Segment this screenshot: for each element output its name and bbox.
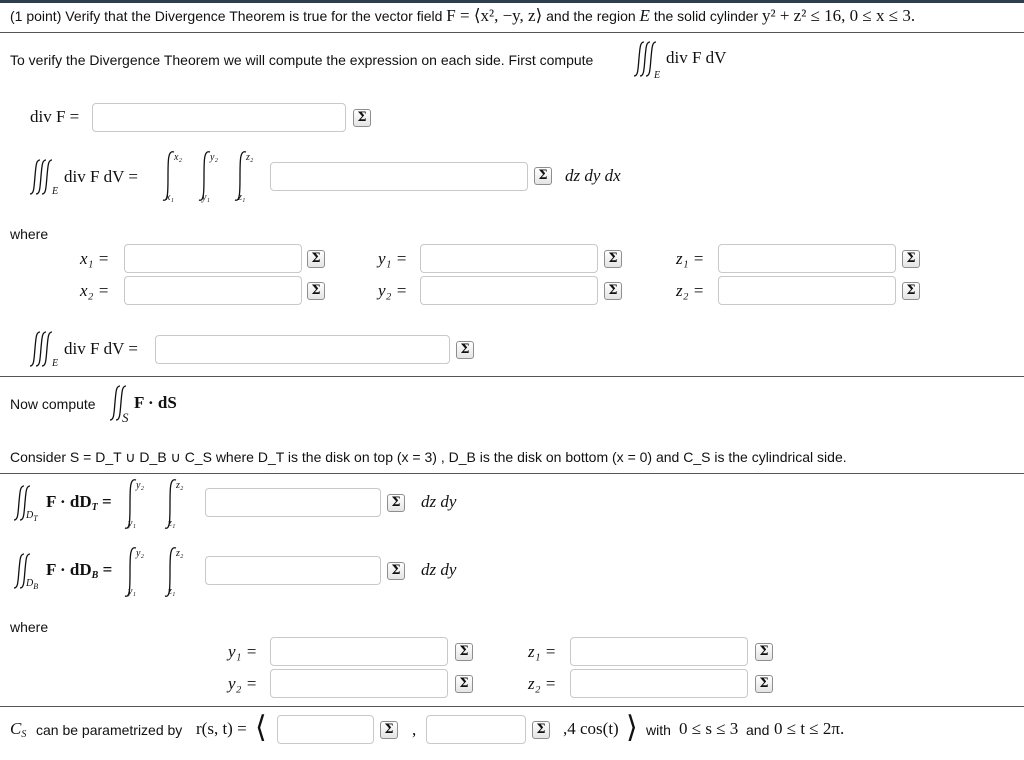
z2-label: z₂ = <box>676 281 705 300</box>
y2-input[interactable] <box>420 276 598 305</box>
cs-sub: S <box>21 729 27 740</box>
now-compute-text: Now compute <box>10 396 96 412</box>
surface-integrand: F · dS <box>134 393 177 412</box>
cs-text: can be parametrized by <box>36 722 183 738</box>
region-name: E <box>639 6 650 25</box>
with-text: with <box>646 722 671 738</box>
sy1-input[interactable] <box>270 637 448 666</box>
divider <box>0 376 1024 377</box>
cs-symbol <box>10 719 26 740</box>
x2-label: x₂ = <box>80 281 110 300</box>
intro-integrand: div F dV <box>666 48 727 67</box>
equation-editor-icon[interactable]: Σ <box>604 282 622 300</box>
intro-text: To verify the Divergence Theorem we will compute the expression on each side. First compute <box>10 52 594 68</box>
limit-y1: y₁ <box>128 586 136 597</box>
problem-lead: (1 point) Verify that the Divergence Theorem is true for the vector field <box>10 8 443 24</box>
vector-field: F = ⟨x², −y, z⟩ <box>446 6 543 25</box>
third-component: ,4 cos(t) <box>563 719 619 738</box>
limit-DB <box>26 578 38 591</box>
z2-input[interactable] <box>718 276 896 305</box>
problem-mid: and the region <box>546 8 636 24</box>
equation-editor-icon[interactable]: Σ <box>353 109 371 127</box>
sy1-label: y₁ = <box>228 642 258 661</box>
param-input-2[interactable] <box>426 715 526 744</box>
limit-E: E <box>52 186 59 197</box>
x2-input[interactable] <box>124 276 302 305</box>
equation-editor-icon[interactable]: Σ <box>604 250 622 268</box>
limit-DT-letter: D <box>26 510 34 521</box>
limit-x1: x₁ <box>166 192 174 203</box>
r-st-label: r(s, t) = <box>196 719 247 738</box>
equation-editor-icon[interactable]: Σ <box>456 341 474 359</box>
equation-editor-icon[interactable]: Σ <box>380 721 398 739</box>
cs-letter: C <box>10 719 22 738</box>
limit-DT <box>26 510 38 523</box>
equation-editor-icon[interactable]: Σ <box>307 250 325 268</box>
triple-result-label: div F dV = <box>64 339 138 358</box>
and-text: and <box>746 722 770 738</box>
y1-input[interactable] <box>420 244 598 273</box>
limit-E: E <box>52 358 59 369</box>
equation-editor-icon[interactable]: Σ <box>755 643 773 661</box>
divF-input[interactable] <box>92 103 346 132</box>
x1-input[interactable] <box>124 244 302 273</box>
sz1-label: z₁ = <box>528 642 557 661</box>
top-lhs: $F \cdot dD_T$ = <box>46 492 112 513</box>
limit-y1: y₁ <box>128 518 136 529</box>
limit-z2: z₂ <box>246 152 254 163</box>
bottom-lhs-text: F · dD <box>46 560 92 579</box>
equation-editor-icon[interactable]: Σ <box>455 675 473 693</box>
consider-text: Consider S = D_T ∪ D_B ∪ C_S where D_T is the disk on top (x = 3) , D_B is the disk on bottom (x = 0) and C_S is the cylindrical side. <box>10 449 847 465</box>
bottom-lhs-sub: B <box>91 570 99 581</box>
z1-input[interactable] <box>718 244 896 273</box>
limit-DT-sub: T <box>33 514 38 523</box>
y1-label: y₁ = <box>378 249 408 268</box>
problem-tail: the solid cylinder <box>653 8 759 24</box>
param-input-1[interactable] <box>277 715 374 744</box>
equation-editor-icon[interactable]: Σ <box>902 282 920 300</box>
equation-editor-icon[interactable]: Σ <box>455 643 473 661</box>
equation-editor-icon[interactable]: Σ <box>307 282 325 300</box>
equation-editor-icon[interactable]: Σ <box>387 494 405 512</box>
divider <box>0 473 1024 474</box>
divider <box>0 32 1024 33</box>
t-range: 0 ≤ t ≤ 2π. <box>774 719 845 738</box>
limit-DB-letter: D <box>26 578 34 589</box>
where-label: where <box>10 226 49 242</box>
right-angle-bracket: ⟩ <box>626 710 638 745</box>
limit-z1: z₁ <box>168 586 176 597</box>
problem-statement <box>10 6 915 26</box>
limit-z2: z₂ <box>176 548 184 559</box>
equation-editor-icon[interactable]: Σ <box>387 562 405 580</box>
limit-y2: y₂ <box>136 480 144 491</box>
sy2-label: y₂ = <box>228 674 258 693</box>
region-definition: y² + z² ≤ 16, 0 ≤ x ≤ 3. <box>762 6 916 25</box>
top-integrand-input[interactable] <box>205 488 381 517</box>
triple-integrand-input[interactable] <box>270 162 528 191</box>
x1-label: x₁ = <box>80 249 110 268</box>
limit-y2: y₂ <box>136 548 144 559</box>
limit-DB-sub: B <box>33 582 39 591</box>
limit-z1: z₁ <box>238 192 246 203</box>
top-lhs-text: F · dD <box>46 492 92 511</box>
sz2-label: z₂ = <box>528 674 557 693</box>
s-range: 0 ≤ s ≤ 3 <box>679 719 739 738</box>
limit-y2: y₂ <box>210 152 218 163</box>
triple-lhs: div F dV = <box>64 167 138 186</box>
limit-E: E <box>654 70 661 81</box>
differentials: dz dy <box>421 560 457 579</box>
top-lhs-sub: T <box>91 502 98 513</box>
limit-z1: z₁ <box>168 518 176 529</box>
sy2-input[interactable] <box>270 669 448 698</box>
sz2-input[interactable] <box>570 669 748 698</box>
equation-editor-icon[interactable]: Σ <box>902 250 920 268</box>
comma: , <box>412 720 417 739</box>
differentials: dz dy <box>421 492 457 511</box>
where-label: where <box>10 619 49 635</box>
bottom-lhs: $F \cdot dD_B$ = <box>46 560 113 581</box>
limit-x2: x₂ <box>174 152 182 163</box>
differentials: dz dy dx <box>565 166 621 185</box>
equation-editor-icon[interactable]: Σ <box>532 721 550 739</box>
limit-y1: y₁ <box>202 192 210 203</box>
divF-label: div F = <box>30 107 80 126</box>
triple-result-input[interactable] <box>155 335 450 364</box>
equation-editor-icon[interactable]: Σ <box>534 167 552 185</box>
equation-editor-icon[interactable]: Σ <box>755 675 773 693</box>
sz1-input[interactable] <box>570 637 748 666</box>
limit-S: S <box>122 410 129 425</box>
divider <box>0 706 1024 707</box>
z1-label: z₁ = <box>676 249 705 268</box>
top-accent-bar <box>0 0 1024 3</box>
bottom-integrand-input[interactable] <box>205 556 381 585</box>
limit-z2: z₂ <box>176 480 184 491</box>
y2-label: y₂ = <box>378 281 408 300</box>
left-angle-bracket: ⟨ <box>255 710 267 745</box>
